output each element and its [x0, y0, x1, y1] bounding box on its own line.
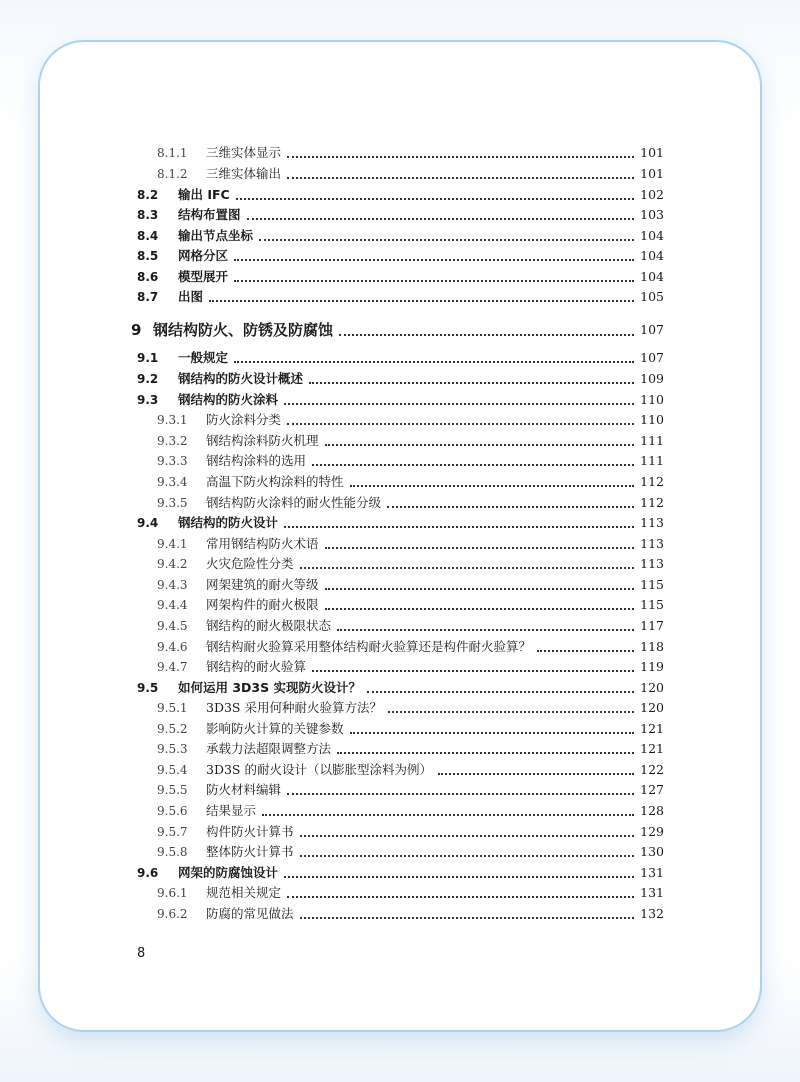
dot-leader: [209, 298, 634, 302]
dot-leader: [234, 278, 634, 282]
toc-entry[interactable]: [0, 246, 800, 266]
toc-entry-page: 120: [640, 680, 664, 695]
toc-entry-title: 钢结构的耐火极限状态: [206, 618, 332, 633]
toc-entry-title: 防腐的常见做法: [206, 906, 294, 921]
toc-entry-title: 钢结构防火涂料的耐火性能分级: [206, 495, 382, 510]
toc-entry-page: 122: [640, 762, 664, 777]
toc-entry-page: 121: [640, 741, 664, 756]
dot-leader: [236, 196, 634, 200]
toc-entry-title: 3D3S 的耐火设计（以膨胀型涂料为例）: [206, 762, 432, 777]
toc-entry-page: 113: [640, 515, 664, 530]
toc-entry-page: 110: [640, 412, 664, 427]
dot-leader: [287, 791, 634, 795]
toc-entry-number: 8.3: [137, 208, 159, 222]
dot-leader: [262, 812, 634, 816]
toc-entry-number: 9.4.2: [157, 557, 188, 571]
toc-entry-number: 9.3.1: [157, 413, 188, 427]
toc-entry-page: 128: [640, 803, 664, 818]
dot-leader: [388, 709, 634, 713]
toc-entry-page: 127: [640, 782, 664, 797]
toc-entry-page: 131: [640, 885, 664, 900]
toc-entry-title: 规范相关规定: [206, 885, 282, 900]
toc-entry-title: 构件防火计算书: [206, 824, 294, 839]
toc-entry-number: 9.4.3: [157, 578, 188, 592]
toc-entry-title: 输出节点坐标: [178, 228, 254, 243]
toc-entry-title: 结果显示: [206, 803, 257, 818]
toc-entry-title: 钢结构的防火设计概述: [178, 371, 304, 386]
toc-entry[interactable]: [0, 657, 800, 677]
dot-leader: [284, 524, 634, 528]
dot-leader: [287, 175, 634, 179]
toc-entry-number: 9.2: [137, 372, 159, 386]
toc-entry-number: 9.5.6: [157, 804, 188, 818]
toc-entry[interactable]: [0, 205, 800, 225]
toc-entry-title: 钢结构防火、防锈及防腐蚀: [153, 321, 334, 339]
dot-leader: [350, 483, 634, 487]
toc-entry-title: 三维实体输出: [206, 166, 282, 181]
dot-leader: [247, 216, 634, 220]
toc-entry-page: 115: [640, 597, 664, 612]
toc-entry-page: 129: [640, 824, 664, 839]
toc-entry[interactable]: [0, 431, 800, 451]
toc-entry-page: 132: [640, 906, 664, 921]
toc-entry[interactable]: [0, 719, 800, 739]
dot-leader: [284, 874, 634, 878]
toc-entry-title: 防火材料编辑: [206, 782, 282, 797]
toc-entry[interactable]: [0, 863, 800, 883]
toc-entry-title: 钢结构的耐火验算: [206, 659, 307, 674]
toc-entry-number: 8.4: [137, 229, 159, 243]
toc-entry[interactable]: [0, 822, 800, 842]
toc-entry-number: 9.5.7: [157, 825, 188, 839]
toc-entry-number: 9.5.8: [157, 845, 188, 859]
toc-entry-title: 网格分区: [178, 248, 229, 263]
toc-entry[interactable]: [0, 554, 800, 574]
dot-leader: [300, 565, 634, 569]
toc-entry-number: 9.3.5: [157, 496, 188, 510]
toc-entry[interactable]: [0, 410, 800, 430]
toc-entry-number: 9.4.1: [157, 537, 188, 551]
toc-entry[interactable]: [0, 493, 800, 513]
dot-leader: [325, 442, 634, 446]
dot-leader: [234, 359, 634, 363]
toc-entry[interactable]: [0, 318, 800, 342]
toc-entry-title: 钢结构的防火设计: [178, 515, 279, 530]
toc-entry-page: 103: [640, 207, 664, 222]
toc-entry-title: 如何运用 3D3S 实现防火设计？: [178, 680, 361, 695]
toc-entry-page: 115: [640, 577, 664, 592]
toc-entry-page: 113: [640, 536, 664, 551]
toc-entry-number: 9.3.4: [157, 475, 188, 489]
dot-leader: [234, 257, 634, 261]
toc-entry-title: 网架构件的耐火极限: [206, 597, 319, 612]
toc-entry-page: 101: [640, 145, 664, 160]
dot-leader: [284, 401, 634, 405]
toc-entry-number: 9.5.3: [157, 742, 188, 756]
dot-leader: [259, 237, 634, 241]
toc-entry-number: 8.7: [137, 290, 159, 304]
toc-entry[interactable]: [0, 185, 800, 205]
toc-entry[interactable]: [0, 348, 800, 368]
toc-entry-title: 3D3S 采用何种耐火验算方法？: [206, 700, 382, 715]
toc-entry-number: 9.6.1: [157, 886, 188, 900]
toc-entry-page: 104: [640, 228, 664, 243]
dot-leader: [339, 332, 634, 336]
toc-entry[interactable]: [0, 739, 800, 759]
toc-entry-number: 9.6.2: [157, 907, 188, 921]
toc-entry-page: 104: [640, 248, 664, 263]
toc-entry[interactable]: [0, 616, 800, 636]
toc-entry-page: 117: [640, 618, 664, 633]
toc-entry-page: 118: [640, 639, 664, 654]
toc-entry-page: 119: [640, 659, 664, 674]
toc-entry-page: 121: [640, 721, 664, 736]
toc-entry[interactable]: [0, 513, 800, 533]
toc-entry-number: 9.4.7: [157, 660, 188, 674]
dot-leader: [350, 730, 634, 734]
toc-entry-title: 出图: [178, 289, 204, 304]
toc-entry[interactable]: [0, 287, 800, 307]
toc-entry-number: 8.5: [137, 249, 159, 263]
toc-entry-number: 9: [131, 321, 142, 339]
toc-entry-title: 三维实体显示: [206, 145, 282, 160]
toc-entry-title: 结构布置图: [178, 207, 241, 222]
dot-leader: [300, 833, 634, 837]
toc-entry-number: 8.1.1: [157, 146, 188, 160]
toc-entry[interactable]: [0, 883, 800, 903]
toc-entry-page: 111: [640, 433, 664, 448]
toc-entry-number: 8.6: [137, 270, 159, 284]
toc-entry-title: 网架的防腐蚀设计: [178, 865, 279, 880]
dot-leader: [337, 750, 634, 754]
toc-entry-number: 9.4: [137, 516, 159, 530]
dot-leader: [387, 504, 634, 508]
dot-leader: [367, 689, 634, 693]
toc-entry-page: 112: [640, 474, 664, 489]
toc-entry-page: 102: [640, 187, 664, 202]
toc-entry[interactable]: [0, 760, 800, 780]
toc-entry-page: 110: [640, 392, 664, 407]
toc-entry[interactable]: [0, 472, 800, 492]
toc-entry-number: 9.3.2: [157, 434, 188, 448]
toc-entry[interactable]: [0, 904, 800, 924]
dot-leader: [438, 771, 634, 775]
toc-entry-number: 9.5.2: [157, 722, 188, 736]
dot-leader: [325, 606, 634, 610]
toc-entry-number: 9.4.5: [157, 619, 188, 633]
dot-leader: [287, 894, 634, 898]
dot-leader: [325, 545, 634, 549]
toc-entry-title: 钢结构耐火验算采用整体结构耐火验算还是构件耐火验算？: [206, 639, 532, 654]
toc-entry-page: 105: [640, 289, 664, 304]
toc-entry-number: 9.4.4: [157, 598, 188, 612]
toc-entry[interactable]: [0, 390, 800, 410]
toc-entry-title: 常用钢结构防火术语: [206, 536, 319, 551]
toc-entry-title: 钢结构的防火涂料: [178, 392, 279, 407]
dot-leader: [337, 627, 634, 631]
dot-leader: [312, 668, 634, 672]
toc-entry-page: 120: [640, 700, 664, 715]
dot-leader: [287, 421, 634, 425]
toc-entry-number: 9.6: [137, 866, 159, 880]
toc-entry-number: 8.2: [137, 188, 159, 202]
toc-entry-title: 一般规定: [178, 350, 229, 365]
toc-entry[interactable]: [0, 698, 800, 718]
dot-leader: [300, 853, 634, 857]
toc-entry-page: 131: [640, 865, 664, 880]
toc-entry-number: 9.4.6: [157, 640, 188, 654]
toc-entry-page: 112: [640, 495, 664, 510]
toc-entry-page: 111: [640, 453, 664, 468]
dot-leader: [312, 462, 634, 466]
toc-entry-number: 9.3.3: [157, 454, 188, 468]
dot-leader: [325, 586, 634, 590]
toc-entry-title: 模型展开: [178, 269, 229, 284]
toc-entry-title: 整体防火计算书: [206, 844, 294, 859]
toc-entry[interactable]: [0, 164, 800, 184]
toc-entry[interactable]: [0, 226, 800, 246]
dot-leader: [287, 154, 634, 158]
toc-entry-number: 9.5: [137, 681, 159, 695]
toc-entry-page: 109: [640, 371, 664, 386]
toc-entry-number: 8.1.2: [157, 167, 188, 181]
toc-entry[interactable]: [0, 801, 800, 821]
toc-entry-page: 104: [640, 269, 664, 284]
toc-entry[interactable]: [0, 369, 800, 389]
toc-entry-page: 101: [640, 166, 664, 181]
toc-entry-page: 107: [640, 322, 664, 337]
toc-entry-number: 9.3: [137, 393, 159, 407]
toc-entry-title: 输出 IFC: [178, 187, 230, 202]
toc-entry-page: 107: [640, 350, 664, 365]
toc-entry-number: 9.5.5: [157, 783, 188, 797]
toc-entry[interactable]: [0, 451, 800, 471]
toc-entry-page: 130: [640, 844, 664, 859]
toc-entry[interactable]: [0, 267, 800, 287]
toc-entry-number: 9.1: [137, 351, 159, 365]
toc-entry-title: 影响防火计算的关键参数: [206, 721, 344, 736]
toc-entry-number: 9.5.4: [157, 763, 188, 777]
toc-entry-title: 钢结构涂料的选用: [206, 453, 307, 468]
toc-entry-number: 9.5.1: [157, 701, 188, 715]
dot-leader: [537, 648, 634, 652]
dot-leader: [300, 915, 634, 919]
toc-entry-title: 防火涂料分类: [206, 412, 282, 427]
toc-entry[interactable]: [0, 534, 800, 554]
toc-entry[interactable]: [0, 595, 800, 615]
toc-entry-title: 火灾危险性分类: [206, 556, 294, 571]
toc-entry-title: 钢结构涂料防火机理: [206, 433, 319, 448]
toc-entry[interactable]: [0, 780, 800, 800]
toc-entry-page: 113: [640, 556, 664, 571]
dot-leader: [309, 380, 634, 384]
toc-entry[interactable]: [0, 143, 800, 163]
toc-entry-title: 网架建筑的耐火等级: [206, 577, 319, 592]
page-number: 8: [137, 946, 146, 961]
toc-entry-title: 高温下防火构涂料的特性: [206, 474, 344, 489]
toc-entry[interactable]: [0, 637, 800, 657]
toc-entry[interactable]: [0, 678, 800, 698]
toc-entry-title: 承载力法超限调整方法: [206, 741, 332, 756]
toc-entry[interactable]: [0, 842, 800, 862]
toc-entry[interactable]: [0, 575, 800, 595]
